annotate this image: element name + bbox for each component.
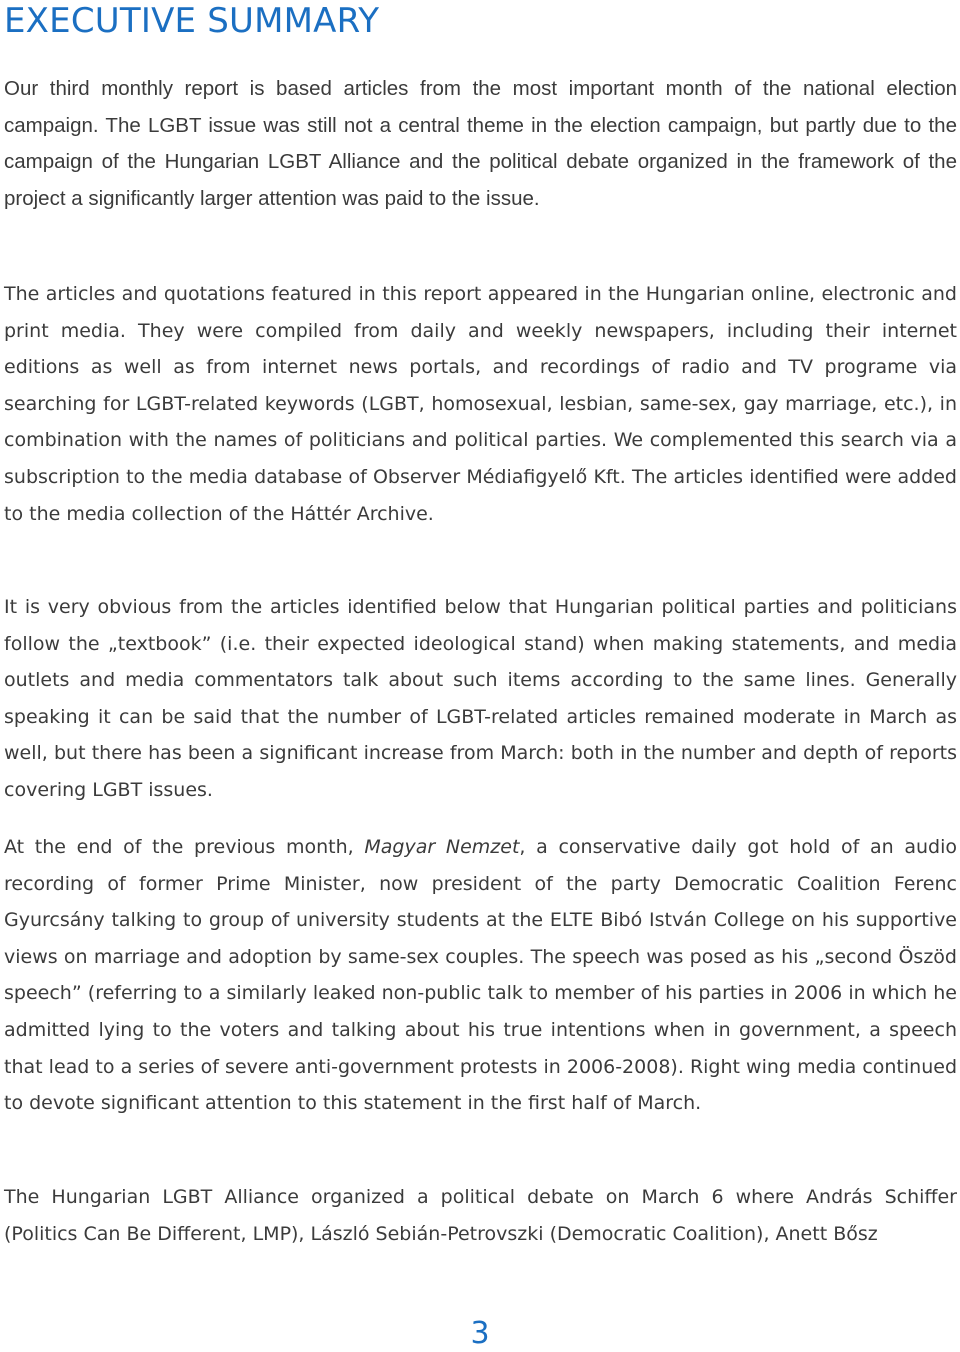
paragraph-4-body: , a conservative daily got hold of an audio recording of former Prime Minister, now president of the party Democratic Coalition Ferenc Gyurcsány talking to group of university students at the ELTE Bibó István College on his supportive views on marriage and adoption by same-sex couples. The speech was posed as his „second Öszöd speech” (referring to a similarly leaked non-public talk to member of his parties in 2006 in which he admitted lying to the voters and talking about his true intentions when in government, a speech that lead to a series of severe anti-government protests in 2006-2008). Right wing media continued to devote significant attention to this statement in the first half of March. — [4, 836, 958, 1115]
newspaper-name: Magyar Nemzet — [364, 836, 520, 858]
page-title: EXECUTIVE SUMMARY — [4, 1, 380, 41]
paragraph-3: It is very obvious from the articles identified below that Hungarian political parties and politicians follow the „textbook” (i.e. their expected ideological stand) when making statements, and media outlets and media commentators talk about such items according to the same lines. Generally speaking it can be said that the number of LGBT-related articles remained moderate in March as well, but there has been a significant increase from March: both in the number and depth of reports covering LGBT issues. — [4, 596, 957, 801]
paragraph-4-intro: At the end of the previous month, — [4, 836, 365, 858]
paragraph-1: Our third monthly report is based articles from the most important month of the national election campaign. The LGBT issue was still not a central theme in the election campaign, but partly due to the campaign of the Hungarian LGBT Alliance and the political debate organized in the framework of the project a significantly larger attention was paid to the issue. — [4, 77, 957, 210]
page-number: 3 — [470, 1316, 490, 1351]
paragraph-4 — [4, 829, 957, 1122]
paragraph-5: The Hungarian LGBT Alliance organized a political debate on March 6 where András Schiffer (Politics Can Be Different, LMP), László Sebián-Petrovszki (Democratic Coalition), Anett Bősz — [4, 1186, 957, 1245]
paragraph-2: The articles and quotations featured in this report appeared in the Hungarian online, electronic and print media. They were compiled from daily and weekly newspapers, including their internet editions as well as from internet news portals, and recordings of radio and TV programe via searching for LGBT-related keywords (LGBT, homosexual, lesbian, same-sex, gay marriage, etc.), in combination with the names of politicians and political parties. We complemented this search via a subscription to the media database of Observer Médiafigyelő Kft. The articles identified were added to the media collection of the Háttér Archive. — [4, 283, 957, 525]
